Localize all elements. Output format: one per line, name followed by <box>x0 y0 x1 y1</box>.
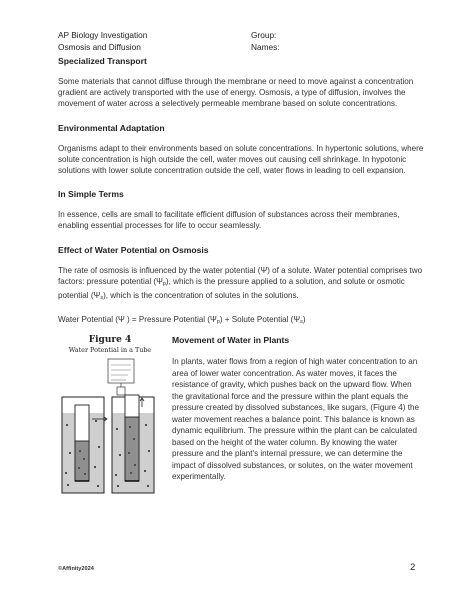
plants-column <box>172 335 424 483</box>
heading-movement-of-water: Movement of Water in Plants <box>172 335 290 346</box>
page-number: 2 <box>410 562 416 573</box>
header-right <box>251 29 280 53</box>
heading-water-potential: Effect of Water Potential on Osmosis <box>58 244 209 255</box>
paragraph-specialized-transport: Some materials that cannot diffuse through the membrane or need to move against a concentration gradient are actively transported with the use of energy. Osmosis, a type of diffusion, involves the movement of water across a selectively permeable membrane based on solute concentrations. <box>58 77 414 109</box>
figure-title: Figure 4 <box>88 335 132 346</box>
paragraph-movement-of-water: In plants, water flows from a region of high water concentration to an area of lower water concentration. As water moves, it faces the resistance of gravity, which pushes back on the upward flow. When the gravitational force and the pressure within the plant equals the pressure created by dissolved substances, like sugars, (Figure 4) the water movement reaches a balance point. This balance is known as dynamic equilibrium. The pressure within the plant can be calculated based on the height of the water column. By knowing the water pressure and the plant's internal pressure, we can determine the impact of dissolved substances, or solutes, on the water movement experimentally. <box>172 357 419 482</box>
footer-copyright: ©Affinity2024 <box>58 566 94 572</box>
figure-4 <box>58 335 162 503</box>
heading-environmental-adaptation: Environmental Adaptation <box>58 122 165 133</box>
course-title: AP Biology Investigation <box>58 30 148 40</box>
paragraph-simple-terms: In essence, cells are small to facilitate efficient diffusion of substances across their membranes, enabling essential processes for life to occur seamlessly. <box>58 210 400 231</box>
paragraph-environmental-adaptation: Organisms adapt to their environments based on solute concentrations. In hypertonic solutions, where solute concentration is high outside the cell, water moves out causing cell shrinkage. In hypotonic solutions with lower solute concentration outside the cell, water flows in leading to cell expansion. <box>58 143 424 176</box>
bottom-row <box>58 335 424 535</box>
names-label: Names: <box>251 42 280 52</box>
heading-simple-terms: In Simple Terms <box>58 189 124 200</box>
main-content <box>58 56 424 535</box>
header-left <box>58 29 147 53</box>
figure-subtitle: Water Potential in a Tube <box>68 346 152 355</box>
lab-title: Osmosis and Diffusion <box>58 42 141 52</box>
group-label: Group: <box>251 30 277 40</box>
heading-specialized-transport: Specialized Transport <box>58 56 147 66</box>
water-potential-diagram <box>58 355 162 501</box>
paragraph-water-potential: The rate of osmosis is influenced by the water potential (Ψ) of a solute. Water potential comprises two factors: pressure potential $(\Psi_p)$, which is the pressure applied to a solution, and solute or osmotic potential $(\Psi_s)$, which is the concentration of solutes in the solutions. <box>58 265 423 302</box>
water-potential-formula: Water Potential (Ψ ) = Pressure Potential $(\Psi_p)$ + Solute Potential $(\Psi_s)$ <box>58 315 306 326</box>
